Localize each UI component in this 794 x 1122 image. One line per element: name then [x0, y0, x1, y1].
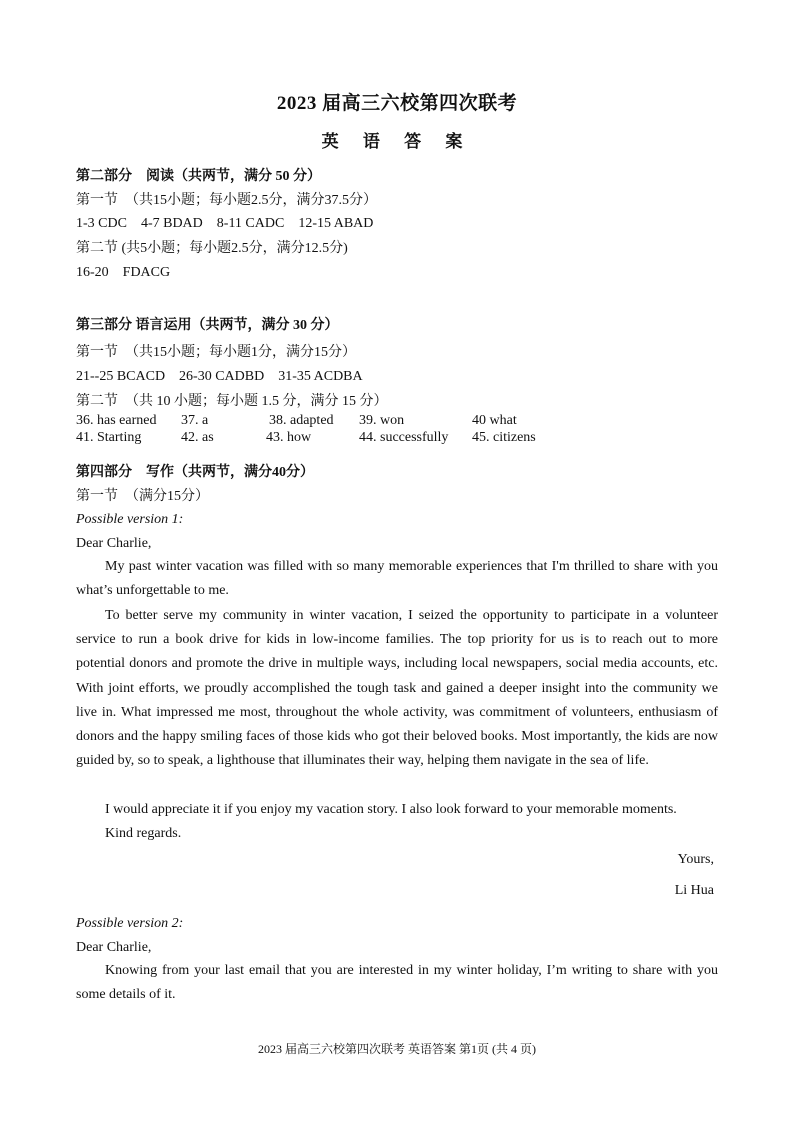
version1-paragraph4: Kind regards. — [105, 826, 182, 841]
page-footer: 2023 届高三六校第四次联考 英语答案 第1页 (共 4 页) — [258, 1042, 536, 1056]
version1-paragraph1: My past winter vacation was filled with so many memorable experiences that I'm thrilled to share with you what’s unforgettable to me. — [76, 559, 718, 599]
version2-paragraph1: Knowing from your last email that you are interested in my winter holiday, I’m writing to share with you some details of it. — [76, 963, 718, 1003]
version1-greeting: Dear Charlie, — [76, 536, 152, 551]
part2-section2-answers: 16-20 FDACG — [76, 265, 171, 280]
document-subtitle: 英 语 答 案 — [321, 132, 473, 151]
part2-section1-heading: 第一节 （共15小题；每小题2.5分，满分37.5分） — [76, 193, 377, 208]
document-title: 2023 届高三六校第四次联考 — [276, 93, 518, 114]
part3-section1-answers: 21--25 BCACD 26-30 CADBD 31-35 ACDBA — [76, 369, 363, 384]
version2-greeting: Dear Charlie, — [76, 940, 152, 955]
part2-section2-heading: 第二节 (共5小题；每小题2.5分，满分12.5分) — [76, 241, 348, 256]
answer-36: 36. has earned — [76, 413, 157, 428]
part2-heading: 第二部分 阅读（共两节，满分 50 分） — [76, 169, 321, 184]
version2-label: Possible version 2: — [76, 916, 184, 931]
version1-closing: Yours, — [677, 852, 714, 867]
version1-signature: Li Hua — [674, 883, 714, 898]
answer-37: 37. a — [181, 413, 209, 428]
answer-40: 40 what — [472, 413, 517, 428]
version1-paragraph3: I would appreciate it if you enjoy my vacation story. I also look forward to your memorable moments. — [105, 802, 677, 817]
answer-38: 38. adapted — [269, 413, 334, 428]
part4-heading: 第四部分 写作（共两节，满分40分） — [76, 465, 314, 480]
version1-label: Possible version 1: — [76, 512, 184, 527]
answer-45: 45. citizens — [472, 430, 536, 445]
answer-44: 44. successfully — [359, 430, 449, 445]
part3-section1-heading: 第一节 （共15小题；每小题1分，满分15分） — [76, 345, 356, 360]
answer-43: 43. how — [266, 430, 312, 445]
answer-39: 39. won — [359, 413, 405, 428]
part3-heading: 第三部分 语言运用（共两节，满分 30 分） — [76, 318, 339, 333]
part3-section2-heading: 第二节 （共 10 小题；每小题 1.5 分，满分 15 分） — [76, 394, 388, 409]
part2-section1-answers: 1-3 CDC 4-7 BDAD 8-11 CADC 12-15 ABAD — [76, 216, 374, 231]
answer-42: 42. as — [181, 430, 214, 445]
part4-section1-heading: 第一节 （满分15分） — [76, 489, 209, 504]
answer-41: 41. Starting — [76, 430, 142, 445]
version1-paragraph2: To better serve my community in winter vacation, I seized the opportunity to participate in a volunteer service to run a book drive for kids in low-income families. The top priority for us is to reach out to more potential donors and promote the drive in multiple ways, including local newspapers, social media accounts, etc. With joint efforts, we proudly accomplished the tough task and gained a deeper insight into the community we live in. What impressed me most, throughout the whole activity, was commitment of volunteers, enthusiasm of donors and the happy smiling faces of those kids who got their beloved books. Most importantly, the kids are now guided by, so to speak, a lighthouse that illuminates their way, helping them navigate in the sea of life. — [76, 608, 718, 769]
